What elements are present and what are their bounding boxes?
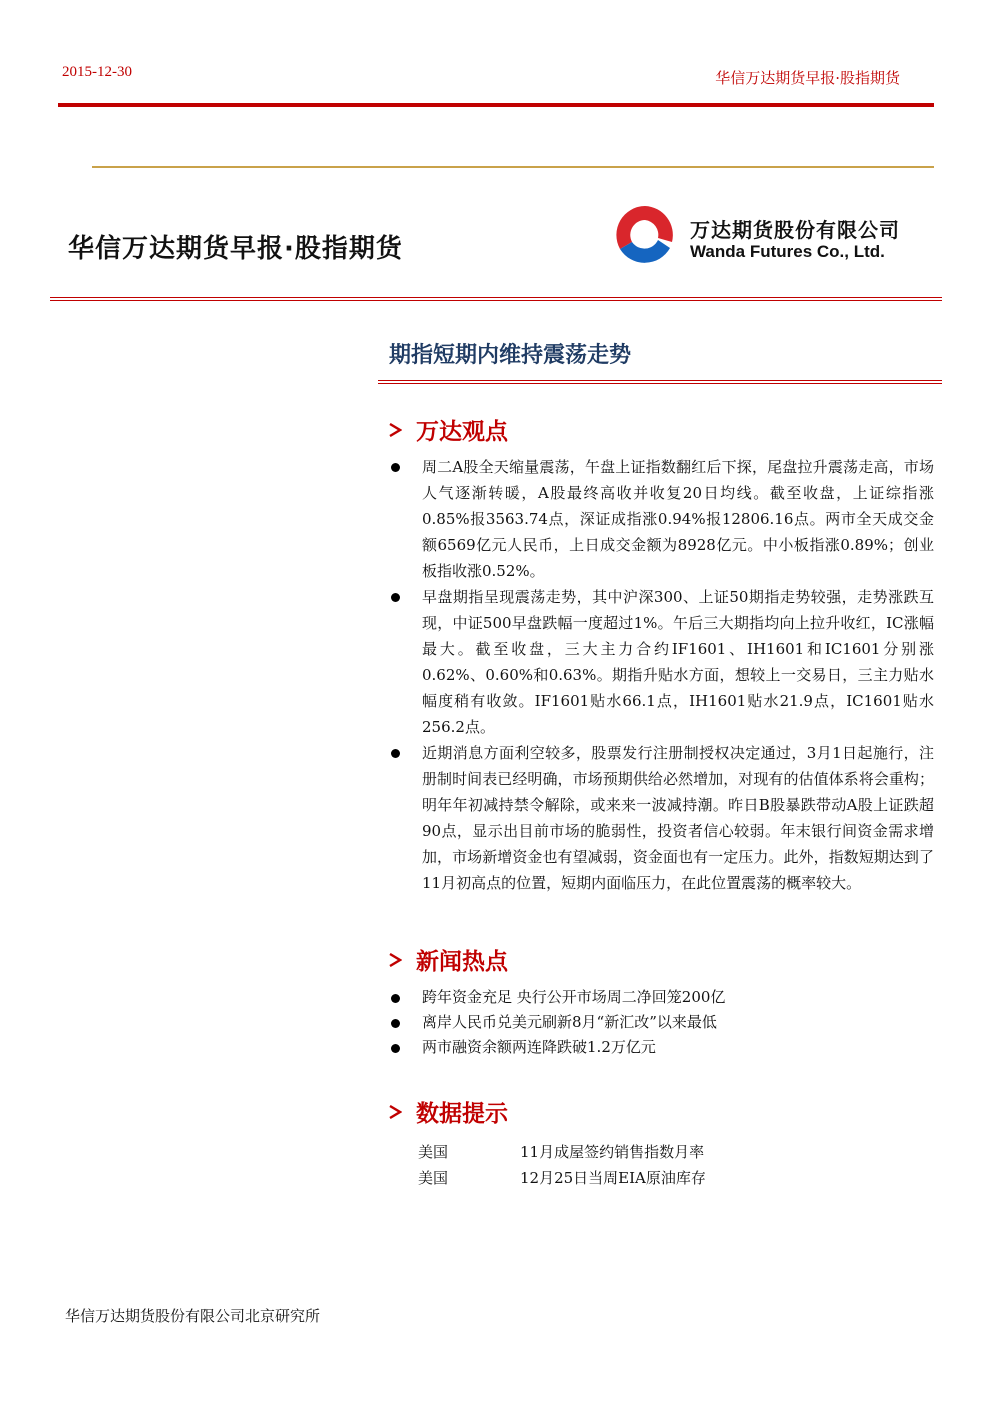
company-name-en: Wanda Futures Co., Ltd. (690, 242, 885, 261)
section-heading-view (388, 413, 508, 446)
list-item: 两市融资余额两连降跌破1.2万亿元 (388, 1035, 934, 1060)
data-country: 美国 (418, 1143, 449, 1161)
list-item: 跨年资金充足 央行公开市场周二净回笼200亿 (388, 985, 934, 1010)
section-heading-label: 新闻热点 (416, 949, 508, 975)
bullet-icon (391, 1044, 400, 1053)
list-item: 早盘期指呈现震荡走势，其中沪深300、上证50期指走势较强，走势涨跌互现，中证500早盘跌幅一度超过1%。午后三大期指均向上拉升收红，IC涨幅最大。截至收盘，三大主力合约IF1601、IH1601和IC1601分别涨0.62%、0.60%和0.63%。期指升贴水方面，想较上一交易日，三主力贴水幅度稍有收敛。IF1601贴水66.1点，IH1601贴水21.9点，IC1601贴水256.2点。 (388, 584, 934, 740)
bullet-icon (391, 463, 400, 472)
header-rule (58, 103, 934, 107)
header-date: 2015-12-30 (62, 64, 132, 80)
company-name-cn: 万达期货股份有限公司 (690, 218, 900, 242)
bullet-icon (391, 994, 400, 1003)
bullet-icon (391, 749, 400, 758)
report-subtitle: 期指短期内维持震荡走势 (389, 343, 632, 368)
news-list (388, 985, 934, 1060)
bullet-icon (391, 1019, 400, 1028)
section-heading-data (388, 1095, 508, 1128)
data-item: 11月成屋签约销售指数月率 (520, 1143, 705, 1161)
list-item: 离岸人民币兑美元刷新8月“新汇改”以来最低 (388, 1010, 934, 1035)
data-row (418, 1167, 706, 1188)
section-heading-label: 数据提示 (416, 1101, 508, 1127)
arrow-right-icon (388, 1105, 402, 1119)
header-report-title: 华信万达期货早报·股指期货 (715, 69, 900, 87)
data-country: 美国 (418, 1169, 449, 1187)
gold-divider (92, 166, 934, 168)
view-list (388, 454, 934, 896)
list-item: 近期消息方面利空较多，股票发行注册制授权决定通过，3月1日起施行，注册制时间表已经明确，市场预期供给必然增加，对现有的估值体系将会重构；明年年初减持禁令解除，或来来一波减持潮。昨日B股暴跌带动A股上证跌超90点，显示出目前市场的脆弱性，投资者信心较弱。年末银行间资金需求增加，市场新增资金也有望减弱，资金面也有一定压力。此外，指数短期达到了11月初高点的位置，短期内面临压力，在此位置震荡的概率较大。 (388, 740, 934, 896)
footer-text: 华信万达期货股份有限公司北京研究所 (65, 1307, 321, 1325)
bullet-icon (391, 593, 400, 602)
wanda-logo-icon (612, 202, 678, 268)
subtitle-divider (378, 380, 942, 384)
section-heading-label: 万达观点 (416, 419, 508, 445)
section-heading-news (388, 943, 508, 976)
arrow-right-icon (388, 423, 402, 437)
arrow-right-icon (388, 953, 402, 967)
data-row (418, 1141, 704, 1162)
title-divider (50, 297, 942, 301)
data-item: 12月25日当周EIA原油库存 (520, 1169, 706, 1187)
page-title: 华信万达期货早报·股指期货 (68, 234, 403, 264)
list-item: 周二A股全天缩量震荡，午盘上证指数翻红后下探，尾盘拉升震荡走高，市场人气逐渐转暖，A股最终高收并收复20日均线。截至收盘，上证综指涨0.85%报3563.74点，深证成指涨0.94%报12806.16点。两市全天成交金额6569亿元人民币，上日成交金额为8928亿元。中小板指涨0.89%；创业板指收涨0.52%。 (388, 454, 934, 584)
